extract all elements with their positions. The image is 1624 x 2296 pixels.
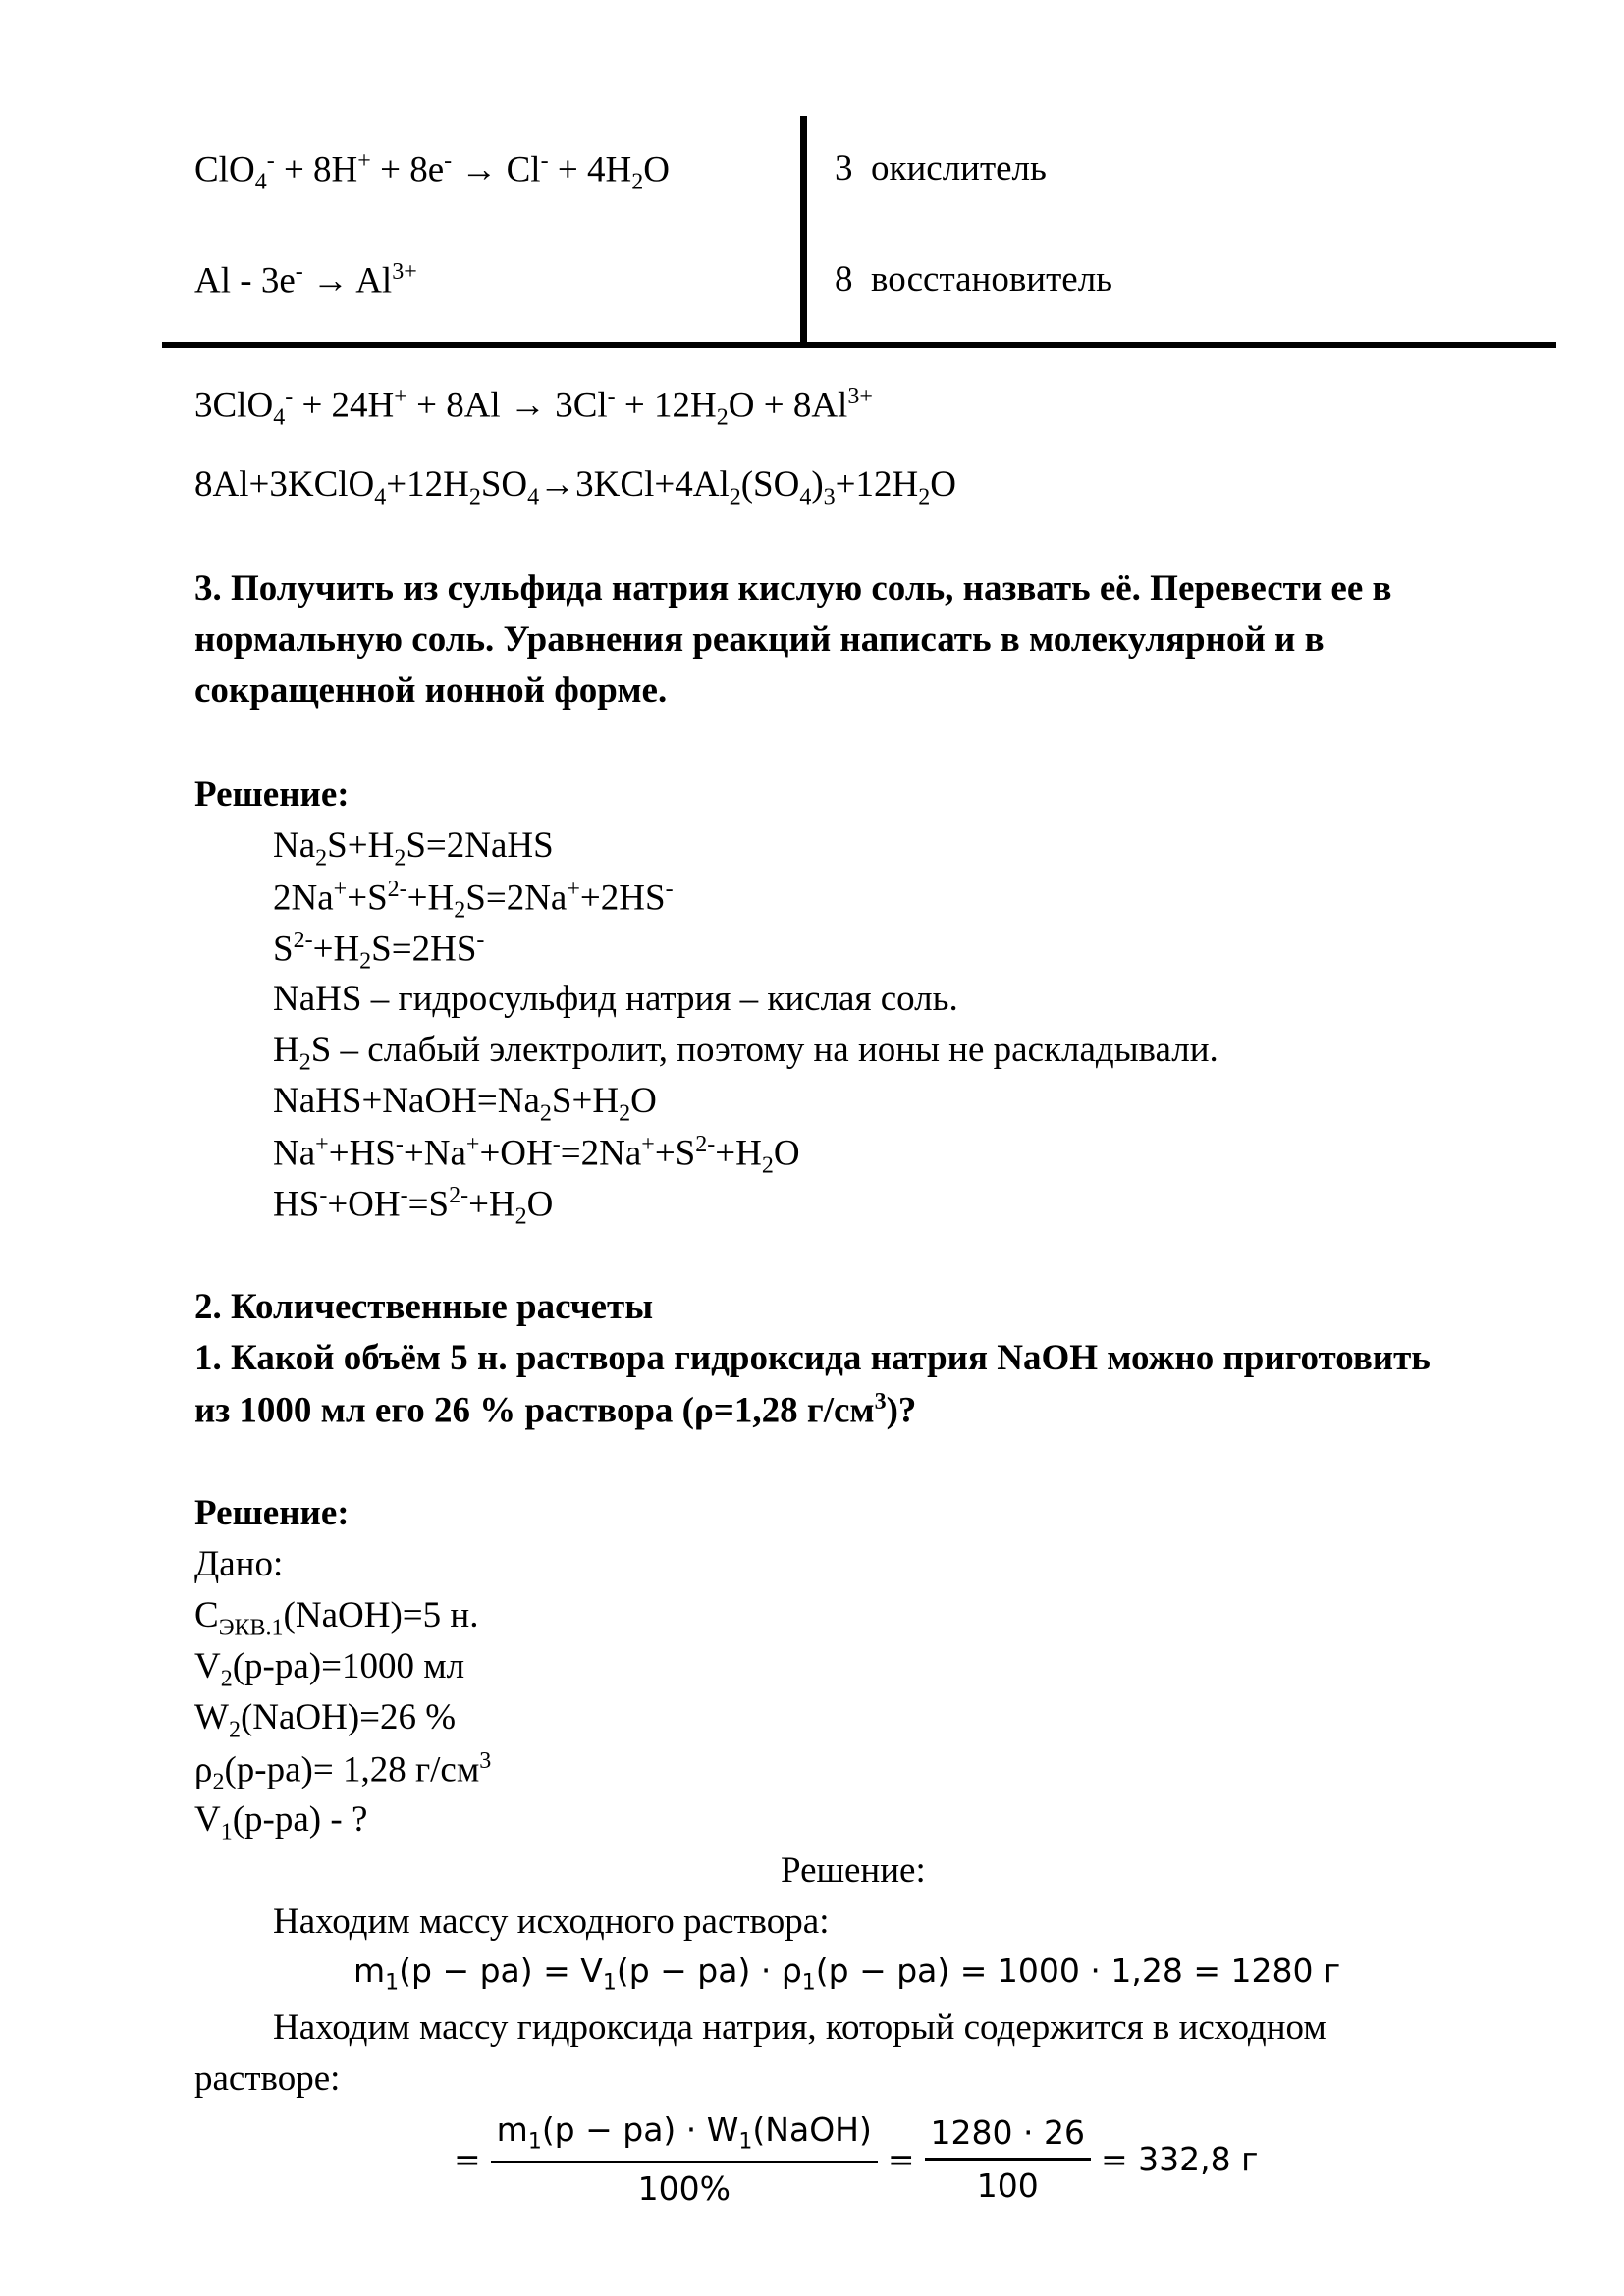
half1-coefficient-role bbox=[835, 147, 1047, 190]
task3-line-1: $Na_2S+H_2S=2NaHS$ bbox=[273, 826, 554, 872]
formula2-fraction-1 bbox=[491, 2110, 878, 2208]
half2-coefficient: 8 bbox=[835, 259, 853, 299]
half-reaction-1: $ClO_4^- + 8H^+ + 8e^- \to Cl^- + 4H_2O$ bbox=[194, 148, 670, 195]
task3-line-3: $S^{2-}+H_2S=2HS^-$ bbox=[273, 928, 485, 975]
fraction1-numerator: $m_1(р - ра)$ · $W_1(NaOH)$ bbox=[491, 2110, 878, 2163]
task3-line-5: $H_2S$ – слабый электролит, поэтому на ионы не раскладывали. bbox=[273, 1030, 1218, 1076]
task3-line-4: NaHS – гидросульфид натрия – кислая соль. bbox=[273, 979, 958, 1019]
task1-heading-line1: 1. Какой объём 5 н. раствора гидроксида натрия NaOH можно приготовить bbox=[194, 1338, 1431, 1378]
table-horizontal-divider bbox=[162, 342, 1556, 348]
fraction1-denominator: 100% bbox=[637, 2168, 731, 2208]
given-2: $V_2(р-ра)=1000$ мл bbox=[194, 1646, 465, 1692]
solution-center-label: Решение: bbox=[781, 1850, 926, 1891]
given-3: $W_2(NaOH)=26$ % bbox=[194, 1697, 457, 1743]
task3-line-7: $Na^++HS^-+Na^++OH^-=2Na^++S^{2-}+H_2O$ bbox=[273, 1132, 800, 1179]
formula2-equals: = bbox=[887, 2139, 915, 2178]
task1-solution-label: Решение: bbox=[194, 1493, 350, 1533]
ionic-sum-equation: $3ClO_4^- + 24H^+ + 8Al \to 3Cl^- + 12H_2O + 8Al^{3+}$ bbox=[194, 384, 873, 431]
given-label: Дано: bbox=[194, 1544, 284, 1584]
task3-line-6: $NaHS+NaOH=Na_2S+H_2O$ bbox=[273, 1081, 657, 1127]
table-vertical-divider bbox=[800, 116, 807, 344]
formula2-lead: = bbox=[454, 2139, 481, 2178]
half2-coefficient-role bbox=[835, 258, 1112, 301]
half-reaction-2: $Al - 3e^- \to Al^{3+}$ bbox=[194, 259, 417, 301]
formula-2 bbox=[454, 2110, 1258, 2208]
formula2-result: = 332,8 г bbox=[1100, 2139, 1259, 2178]
step2-line2: растворе: bbox=[194, 2058, 341, 2099]
given-4: $\rho_2(р-ра)= 1,28$ $г/см^3$ bbox=[194, 1748, 492, 1795]
task3-line-8: $HS^-+OH^-=S^{2-}+H_2O$ bbox=[273, 1183, 554, 1230]
formula2-fraction-2 bbox=[925, 2113, 1091, 2205]
task1-heading-line2: из 1000 мл его 26 % раствора (ρ=1,28 $г/см^3$)? bbox=[194, 1389, 917, 1431]
task3-heading-line1: 3. Получить из сульфида натрия кислую соль, назвать её. Перевести ее в bbox=[194, 568, 1392, 609]
molecular-equation: $8Al+3KClO_4+12H_2SO_4\to 3KCl+4Al_2(SO_4)_3+12H_2O$ bbox=[194, 464, 956, 510]
given-1: $C_{ЭКВ.1}(NaOH)=5$ н. bbox=[194, 1595, 479, 1641]
step2-line1: Находим массу гидроксида натрия, который содержится в исходном bbox=[273, 2007, 1326, 2048]
section2-heading: 2. Количественные расчеты bbox=[194, 1287, 654, 1327]
task3-heading-line2: нормальную соль. Уравнения реакций написать в молекулярной и в bbox=[194, 619, 1325, 660]
formula-1: $m_1(р - ра) = V_1(р - ра) \cdot \rho_1(р - ра) = 1000 \cdot 1,28 = 1280$ г bbox=[353, 1951, 1341, 1996]
half1-role: окислитель bbox=[871, 148, 1047, 188]
fraction2-numerator: 1280 · 26 bbox=[925, 2113, 1091, 2161]
fraction2-denominator: 100 bbox=[976, 2165, 1039, 2205]
step1-text: Находим массу исходного раствора: bbox=[273, 1901, 830, 1942]
task3-heading-line3: сокращенной ионной форме. bbox=[194, 670, 668, 711]
task3-solution-label: Решение: bbox=[194, 774, 350, 815]
task3-line-2: $2Na^++S^{2-}+H_2S=2Na^++2HS^-$ bbox=[273, 877, 674, 924]
half2-role: восстановитель bbox=[871, 259, 1113, 299]
given-5: $V_1(р-ра)$ - ? bbox=[194, 1799, 368, 1845]
half1-coefficient: 3 bbox=[835, 148, 853, 188]
